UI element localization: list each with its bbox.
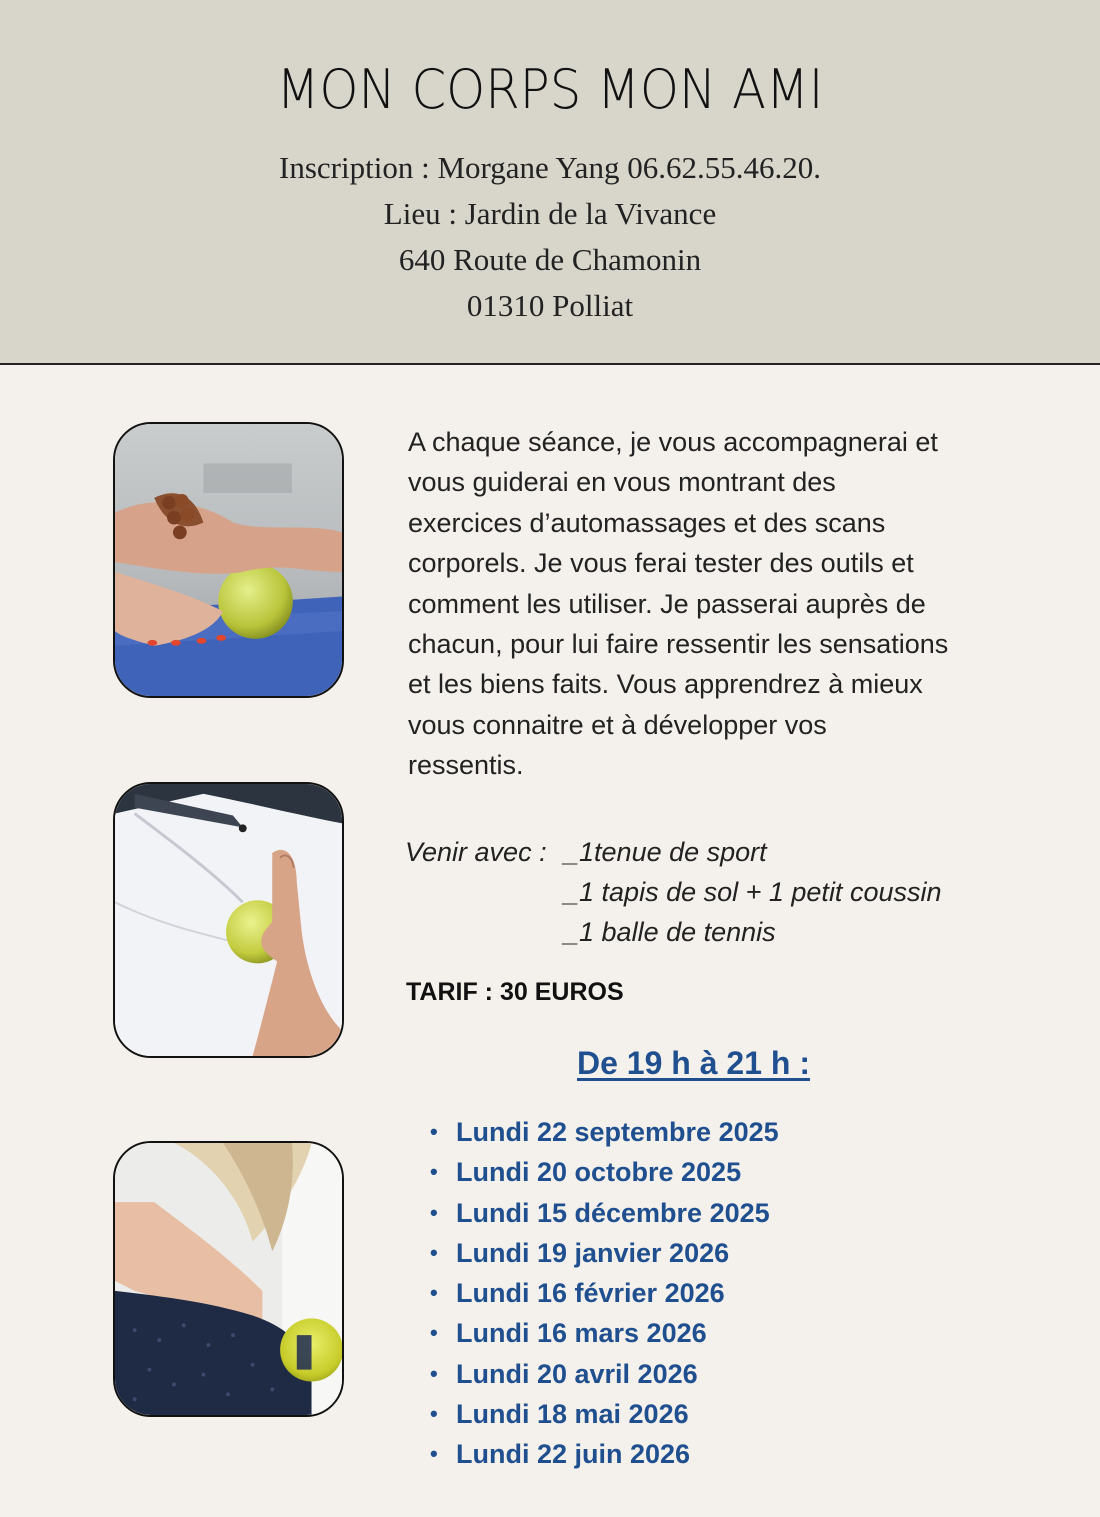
bullet-icon: • [430,1401,438,1427]
location-line: Lieu : Jardin de la Vivance [383,196,717,231]
description-line: vous connaitre et à développer vos [408,709,827,740]
address-city: 01310 Polliat [466,288,634,323]
description-line: chacun, pour lui faire ressentir les sensations [408,629,949,660]
bullet-icon: • [430,1159,438,1185]
list-item: • Lundi 15 décembre 2025 [430,1193,779,1233]
photo-shoulder-massage [113,782,344,1058]
list-item: • Lundi 16 février 2026 [430,1273,779,1313]
bullet-icon: • [430,1239,438,1265]
description-line: vous guiderai en vous montrant des [408,467,836,498]
session-hours: De 19 h à 21 h : [577,1045,810,1081]
list-item: • Lundi 20 avril 2026 [430,1354,779,1394]
list-item: • Lundi 19 janvier 2026 [430,1233,779,1273]
material-item: _1 balle de tennis [564,917,776,947]
description-paragraph [408,422,1038,786]
page-title: MON CORPS MON AMI [276,58,824,121]
bullet-icon: • [430,1119,438,1144]
list-item: • Lundi 22 septembre 2025 [430,1112,779,1152]
photo-neck-massage [113,1141,344,1417]
description-line: corporels. Je vous ferai tester des outils et [408,548,914,579]
bullet-icon: • [430,1280,438,1306]
materials-label: Venir avec : [405,837,547,867]
photo-hands-tennis-ball [113,422,344,698]
material-item: _1tenue de sport [564,837,767,867]
description-line: et les biens faits. Vous apprendrez à mieux [408,669,923,700]
description-line: comment les utiliser. Je passerai auprès de [408,588,926,619]
price: TARIF : 30 EUROS [406,978,624,1006]
session-dates-list [430,1112,779,1475]
bullet-icon: • [430,1199,438,1225]
description-line: exercices d’automassages et des scans [408,507,886,538]
address-street: 640 Route de Chamonin [398,242,702,277]
inscription-line: Inscription : Morgane Yang 06.62.55.46.20. [279,150,821,185]
bullet-icon: • [430,1320,438,1346]
description-line: A chaque séance, je vous accompagnerai et [408,427,938,457]
list-item: • Lundi 16 mars 2026 [430,1313,779,1353]
list-item: • Lundi 20 octobre 2025 [430,1152,779,1192]
list-item: • Lundi 22 juin 2026 [430,1434,779,1474]
list-item: • Lundi 18 mai 2026 [430,1394,779,1434]
bullet-icon: • [430,1360,438,1386]
bullet-icon: • [430,1441,438,1467]
header-banner [0,0,1100,365]
material-item: _1 tapis de sol + 1 petit coussin [564,877,942,907]
description-line: ressentis. [408,750,524,781]
